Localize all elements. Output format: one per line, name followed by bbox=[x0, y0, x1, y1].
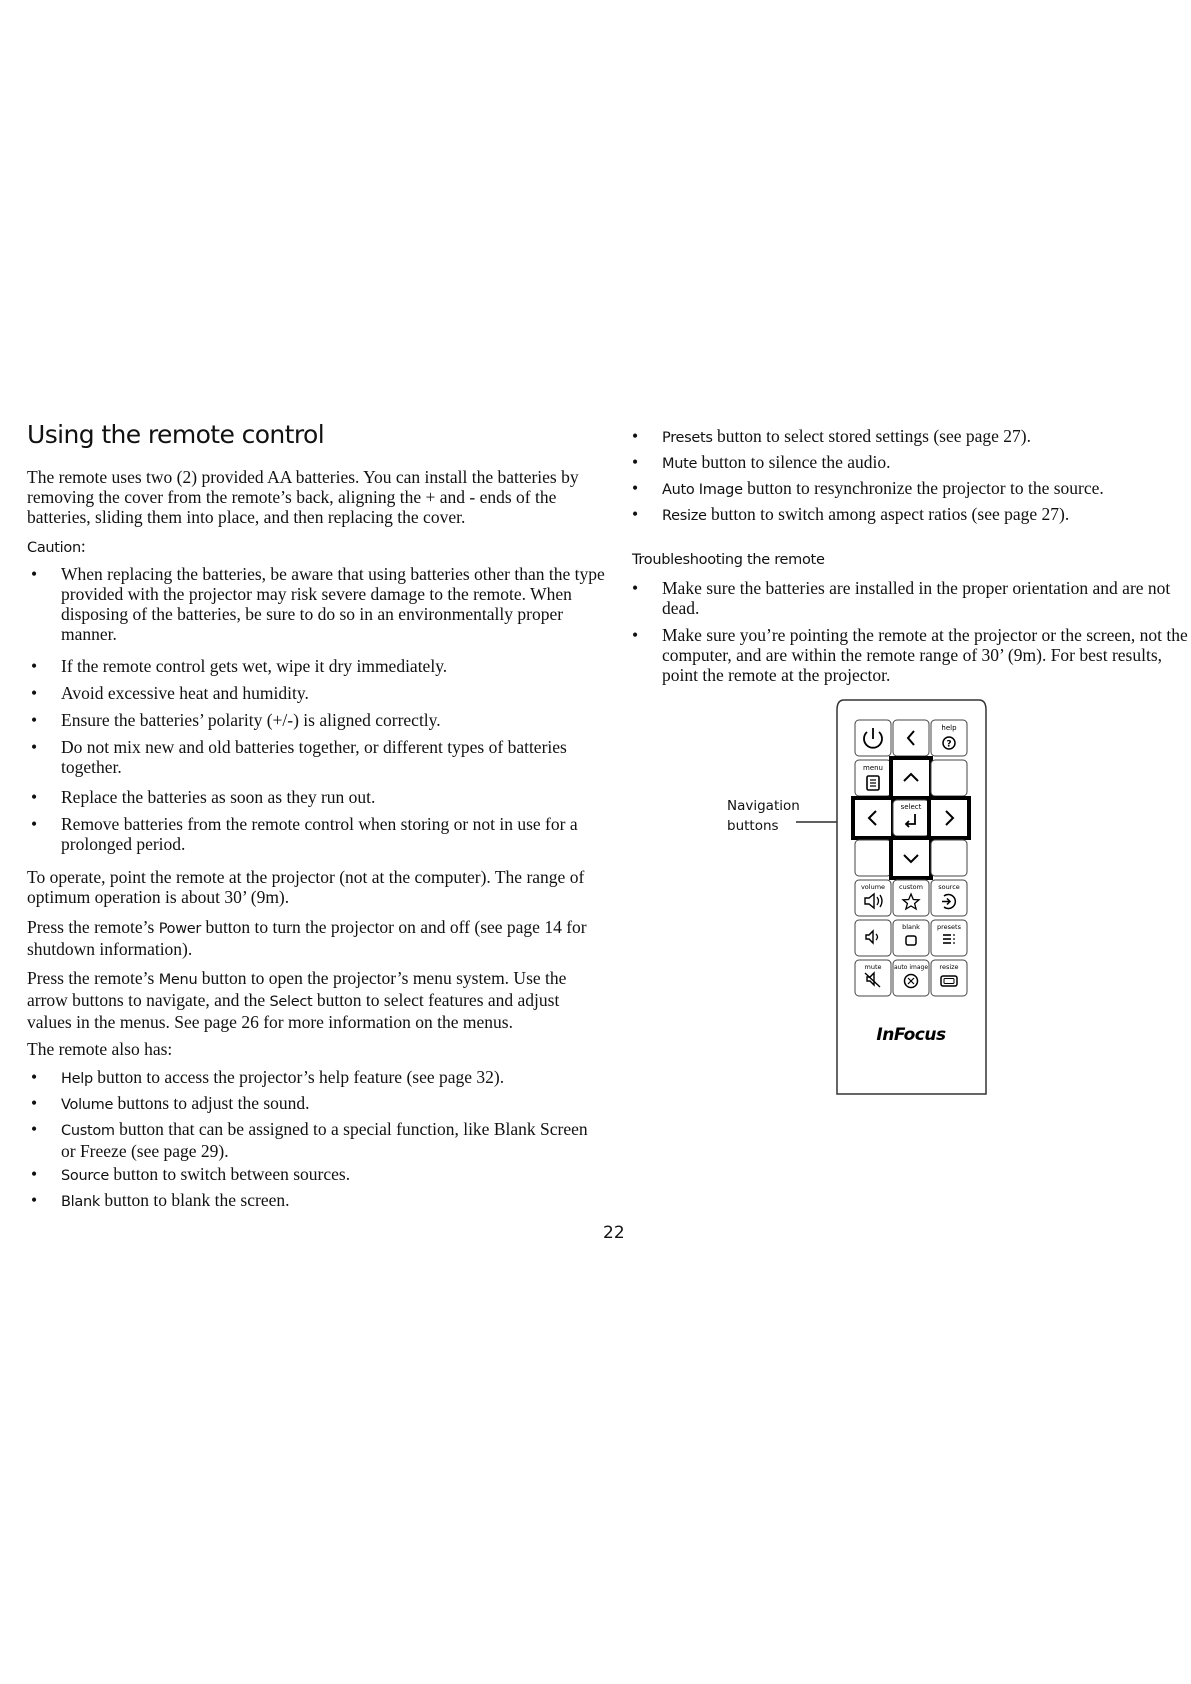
right-arrow-button bbox=[929, 798, 969, 838]
bullet-dot: • bbox=[31, 656, 38, 676]
bullet-dot: • bbox=[31, 1164, 38, 1184]
bullet-dot: • bbox=[31, 814, 38, 834]
bullet-dot: • bbox=[632, 452, 639, 472]
source-button bbox=[931, 880, 967, 916]
also-has-paragraph: The remote also has: bbox=[27, 1039, 173, 1059]
blank-label: blank bbox=[902, 923, 920, 931]
presets-button bbox=[931, 920, 967, 956]
resize-button bbox=[931, 960, 967, 996]
page-title: Using the remote control bbox=[27, 420, 325, 449]
svg-text:?: ? bbox=[946, 739, 952, 750]
bullet-dot: • bbox=[31, 737, 38, 757]
presets-label: presets bbox=[937, 923, 961, 931]
help-button bbox=[931, 720, 967, 756]
keyword-select: Select bbox=[269, 994, 313, 1010]
bullet-dot: • bbox=[632, 478, 639, 498]
volume-down-button bbox=[855, 920, 891, 956]
volume-up-button bbox=[855, 880, 891, 916]
help-label: help bbox=[941, 724, 957, 732]
select-button bbox=[893, 800, 929, 836]
bullet-dot: • bbox=[632, 504, 639, 524]
power-paragraph: Press the remote’s Power button to turn the projector on and off (see page 14 for shutdown information). bbox=[27, 917, 587, 959]
menu-paragraph: Press the remote’s Menu button to open the projector’s menu system. Use the arrow buttons to navigate, and the Select button to select features and adjust values in the menus. See page 26 for more information on the menus. bbox=[27, 968, 567, 1032]
up-arrow-button bbox=[891, 758, 931, 798]
resize-label: resize bbox=[939, 963, 959, 971]
bullet-dot: • bbox=[31, 1190, 38, 1210]
infocus-logo: InFocus bbox=[876, 1025, 946, 1045]
blank-button bbox=[893, 920, 929, 956]
bullet-dot: • bbox=[31, 787, 38, 807]
left-arrow-button bbox=[853, 798, 893, 838]
keyword-power: Power bbox=[158, 921, 202, 937]
blank-key bbox=[855, 840, 891, 876]
operate-paragraph: To operate, point the remote at the projector (not at the computer). The range of optimum operation is about 30’ (9m). bbox=[27, 867, 585, 907]
bullet-dot: • bbox=[632, 625, 639, 645]
page-number: 22 bbox=[603, 1223, 625, 1243]
bullet-dot: • bbox=[31, 683, 38, 703]
bullet-dot: • bbox=[31, 1093, 38, 1113]
blank-key bbox=[931, 840, 967, 876]
bullet-dot: • bbox=[632, 578, 639, 598]
bullet-dot: • bbox=[31, 1119, 38, 1139]
blank-key bbox=[931, 760, 967, 796]
mute-button bbox=[855, 960, 891, 996]
menu-button bbox=[855, 760, 891, 796]
custom-button bbox=[893, 880, 929, 916]
troubleshooting-heading: Troubleshooting the remote bbox=[632, 552, 825, 568]
menu-label: menu bbox=[863, 764, 883, 772]
custom-label: custom bbox=[899, 883, 923, 891]
intro-paragraph: The remote uses two (2) provided AA batteries. You can install the batteries by removing the cover from the remote’s back, aligning the + and - ends of the batteries, sliding them into place, and then replacing the cover. bbox=[27, 467, 579, 527]
mute-label: mute bbox=[864, 963, 882, 971]
caution-heading: Caution: bbox=[27, 536, 86, 556]
bullet-dot: • bbox=[31, 1067, 38, 1087]
auto-image-label: auto image bbox=[893, 964, 929, 971]
volume-label: volume bbox=[860, 883, 886, 891]
bullet-dot: • bbox=[31, 710, 38, 730]
callout-label-line1: Navigation bbox=[727, 798, 800, 814]
keyword-menu: Menu bbox=[158, 972, 198, 988]
bullet-dot: • bbox=[31, 564, 38, 584]
bullet-dot: • bbox=[632, 426, 639, 446]
remote-control-illustration bbox=[720, 690, 1010, 1110]
down-arrow-button bbox=[891, 838, 931, 878]
auto-image-button bbox=[893, 960, 929, 996]
power-button bbox=[855, 720, 891, 756]
select-label: select bbox=[900, 803, 922, 811]
callout-label-line2: buttons bbox=[727, 818, 779, 834]
page-left-button bbox=[893, 720, 929, 756]
source-label: source bbox=[938, 883, 960, 891]
